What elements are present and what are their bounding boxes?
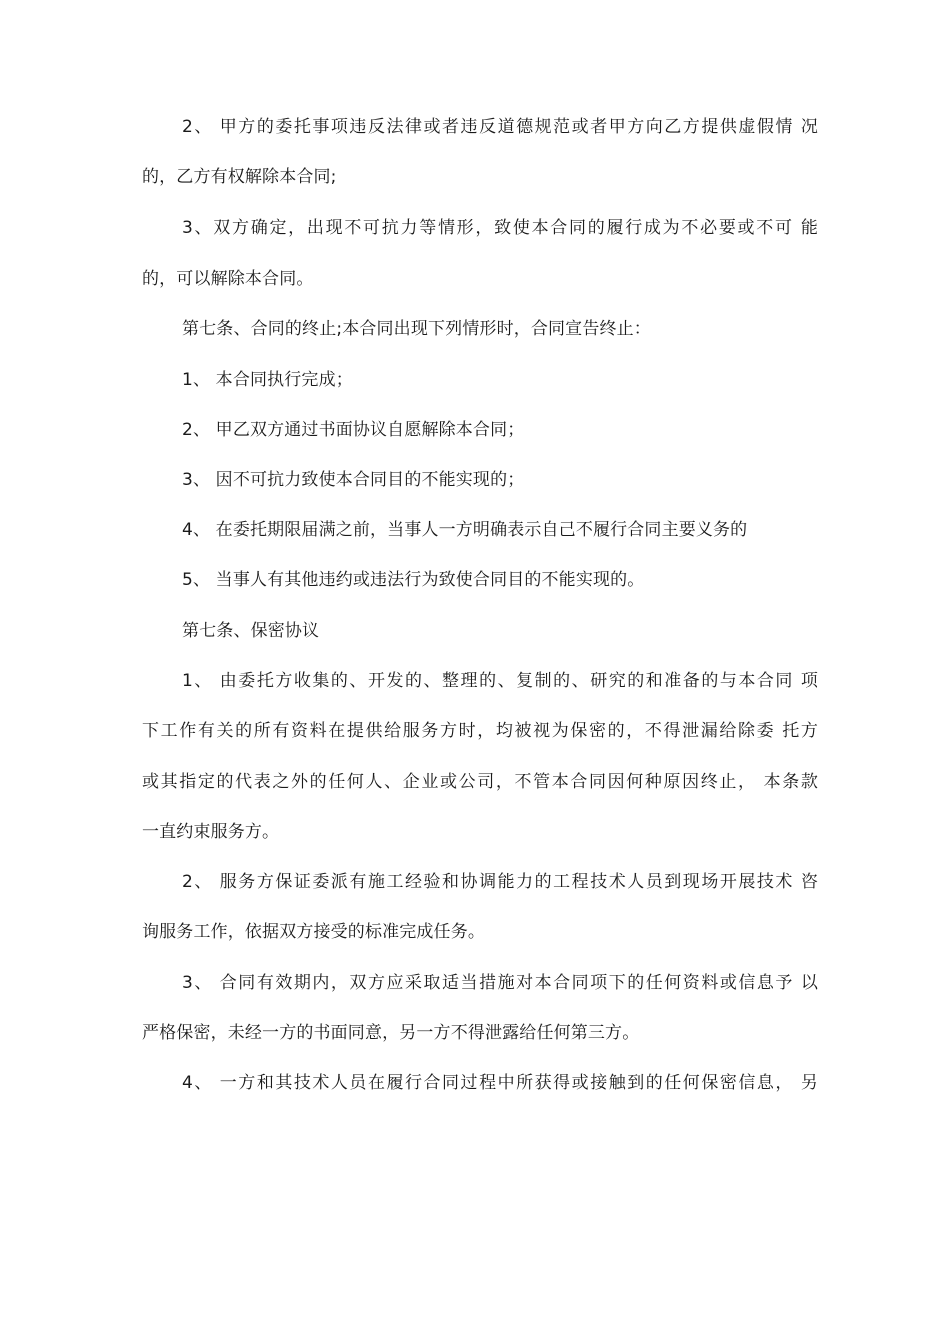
section-heading: 第七条、合同的终止;本合同出现下列情形时，合同宣告终止：: [182, 319, 651, 339]
text-line: 严格保密，未经一方的书面同意，另一方不得泄露给任何第三方。: [142, 1023, 640, 1043]
text-line: 的，可以解除本合同。: [142, 269, 314, 289]
list-item: 2、 甲乙双方通过书面协议自愿解除本合同；: [182, 420, 525, 440]
text-line: 或其指定的代表之外的任何人、企业或公司，不管本合同因何种原因终止， 本条款: [142, 772, 818, 792]
text-line: 2、 甲方的委托事项违反法律或者违反道德规范或者甲方向乙方提供虚假情 况: [182, 117, 818, 137]
text-line: 1、 由委托方收集的、开发的、整理的、复制的、研究的和准备的与本合同 项: [182, 671, 818, 691]
text-line: 3、双方确定，出现不可抗力等情形，致使本合同的履行成为不必要或不可 能: [182, 218, 818, 238]
text-line: 的，乙方有权解除本合同;: [142, 167, 337, 187]
list-item: 1、 本合同执行完成；: [182, 370, 353, 390]
list-item: 3、 因不可抗力致使本合同目的不能实现的；: [182, 470, 525, 490]
list-item: 4、 在委托期限届满之前，当事人一方明确表示自己不履行合同主要义务的: [182, 520, 748, 540]
text-line: 下工作有关的所有资料在提供给服务方时，均被视为保密的，不得泄漏给除委 托方: [142, 721, 818, 741]
text-line: 询服务工作，依据双方接受的标准完成任务。: [142, 922, 485, 942]
text-line: 2、 服务方保证委派有施工经验和协调能力的工程技术人员到现场开展技术 咨: [182, 872, 818, 892]
list-item: 5、 当事人有其他违约或违法行为致使合同目的不能实现的。: [182, 570, 645, 590]
text-line: 3、 合同有效期内，双方应采取适当措施对本合同项下的任何资料或信息予 以: [182, 973, 818, 993]
section-heading: 第七条、保密协议: [182, 621, 320, 641]
text-line: 4、 一方和其技术人员在履行合同过程中所获得或接触到的任何保密信息， 另: [182, 1073, 818, 1093]
text-line: 一直约束服务方。: [142, 822, 280, 842]
